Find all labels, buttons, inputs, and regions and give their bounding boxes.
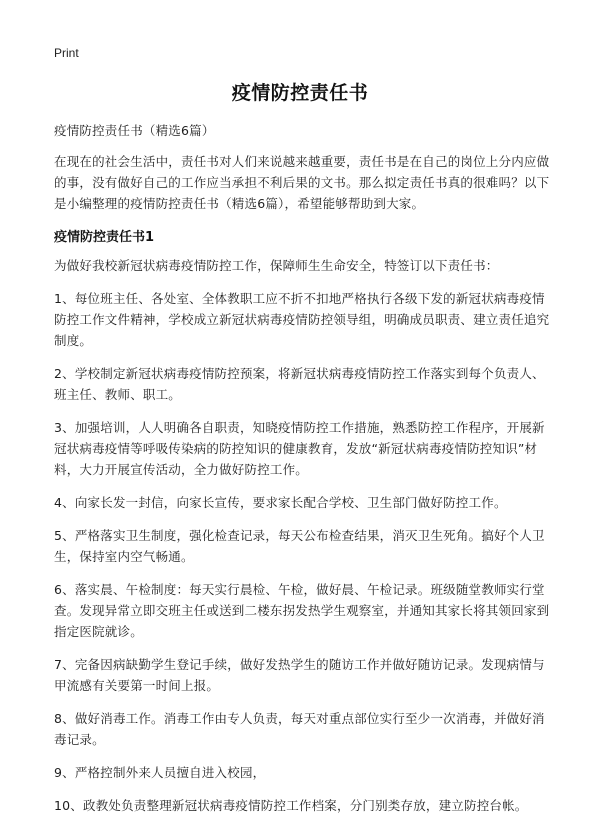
document-body [54,120,554,828]
section-heading: 疫情防控责任书1 [54,230,155,245]
list-item: 7、完备因病缺勤学生登记手续，做好发热学生的随访工作并做好随访记录。发现病情与甲流感有关要第一时间上报。 [54,657,545,693]
document-subtitle: 疫情防控责任书（精选6篇） [54,123,215,138]
list-item: 10、政教处负责整理新冠状病毒疫情防控工作档案，分门别类存放，建立防控台帐。 [54,798,528,813]
print-label: Print [54,46,79,60]
document-title: 疫情防控责任书 [231,82,369,104]
list-item: 3、加强培训，人人明确各自职责，知晓疫情防控工作措施，熟悉防控工作程序，开展新冠状病毒疫情等呼吸传染病的防控知识的健康教育，发放“新冠状病毒疫情防控知识”材料，大力开展宣传活动，全力做好防控工作。 [54,420,545,477]
intro-paragraph: 在现在的社会生活中，责任书对人们来说越来越重要，责任书是在自己的岗位上分内应做的事，没有做好自己的工作应当承担不利后果的文书。那么拟定责任书真的很难吗？以下是小编整理的疫情防控责任书（精选6篇），希望能够帮助到大家。 [54,154,550,211]
list-item: 2、学校制定新冠状病毒疫情防控预案，将新冠状病毒疫情防控工作落实到每个负责人、班主任、教师、职工。 [54,366,545,402]
section-lead: 为做好我校新冠状病毒疫情防控工作，保障师生生命安全，特签订以下责任书： [54,258,499,273]
list-item: 9、严格控制外来人员擅自进入校园， [54,765,266,780]
list-item: 4、向家长发一封信，向家长宣传，要求家长配合学校、卫生部门做好防控工作。 [54,495,507,510]
list-item: 5、严格落实卫生制度，强化检查记录，每天公布检查结果，消灭卫生死角。搞好个人卫生，保持室内空气畅通。 [54,528,545,564]
list-item: 8、做好消毒工作。消毒工作由专人负责，每天对重点部位实行至少一次消毒，并做好消毒记录。 [54,711,545,747]
list-item: 6、落实晨、午检制度：每天实行晨检、午检，做好晨、午检记录。班级随堂教师实行堂查。发现异常立即交班主任或送到二楼东拐发热学生观察室，并通知其家长将其领回家到指定医院就诊。 [54,582,550,639]
list-item: 1、每位班主任、各处室、全体教职工应不折不扣地严格执行各级下发的新冠状病毒疫情防控工作文件精神，学校成立新冠状病毒疫情防控领导组，明确成员职责、建立责任追究制度。 [54,291,550,348]
